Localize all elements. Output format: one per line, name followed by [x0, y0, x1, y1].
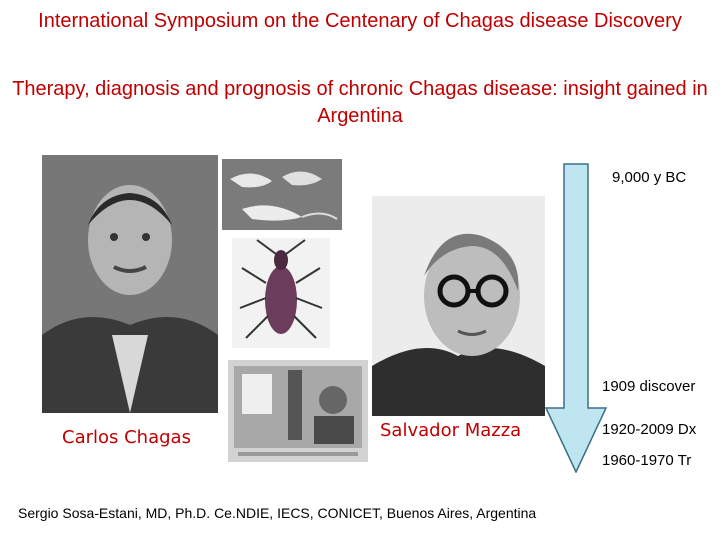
timeline-label: 1920-2009 Dx	[602, 421, 697, 438]
timeline-label: 1960-1970 Tr	[602, 452, 692, 469]
slide-subtitle: Therapy, diagnosis and prognosis of chronic Chagas disease: insight gained in Argentina	[12, 78, 708, 127]
carlos-chagas-caption: Carlos Chagas	[62, 427, 191, 448]
salvador-mazza-portrait	[372, 196, 545, 416]
laboratory-photo	[228, 360, 368, 462]
slide-title: International Symposium on the Centenary of Chagas disease Discovery	[38, 10, 682, 32]
author-affiliation: Sergio Sosa-Estani, MD, Ph.D. Ce.NDIE, IECS, CONICET, Buenos Aires, Argentina	[18, 505, 537, 521]
salvador-mazza-caption: Salvador Mazza	[380, 420, 522, 441]
carlos-chagas-portrait	[42, 155, 218, 413]
trypanosome-photo	[222, 159, 342, 230]
timeline-label: 9,000 y BC	[612, 169, 687, 186]
timeline-arrow	[545, 163, 607, 473]
triatomine-bug-photo	[232, 238, 330, 348]
timeline-label: 1909 discover	[602, 378, 696, 395]
